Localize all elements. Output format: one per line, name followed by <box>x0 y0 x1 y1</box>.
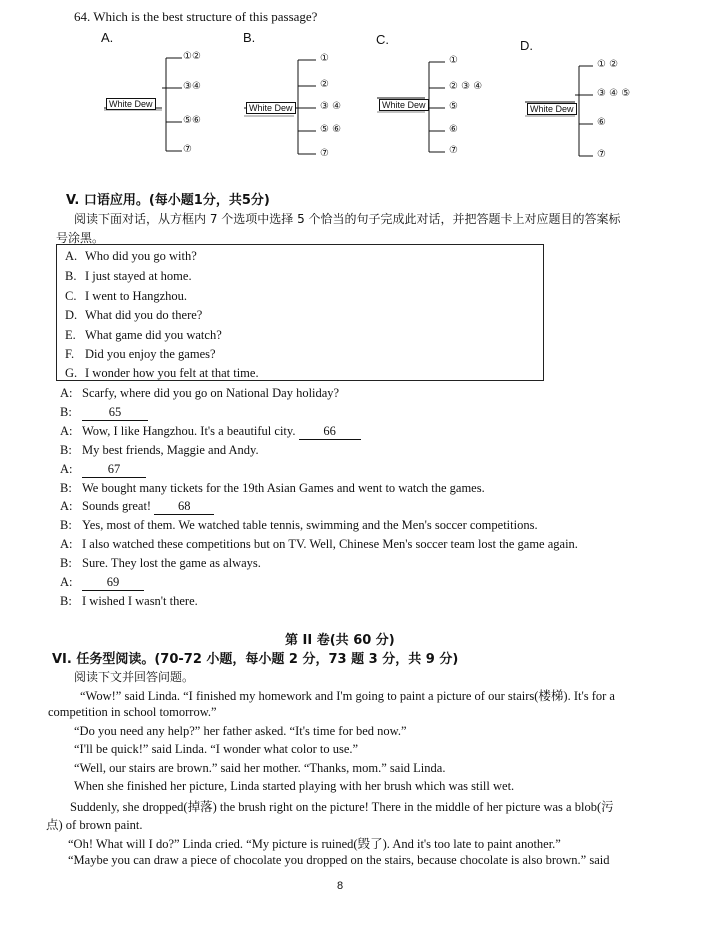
passage-line-1: “Wow!” said Linda. “I finished my homework and I'm going to paint a picture of our stairs(楼梯). It's for a <box>80 689 615 703</box>
dialog-line-11 <box>60 575 144 591</box>
section-5-title: V. 口语应用。(每小题1分，共5分) <box>66 193 270 208</box>
dialog-text: I also watched these competitions but on TV. Well, Chinese Men's soccer team lost the game again. <box>82 537 578 551</box>
dialog-text: I wished I wasn't there. <box>82 594 198 608</box>
choice-key: F. <box>65 347 75 361</box>
choice-f <box>65 347 216 362</box>
branch-b-1: ① <box>320 53 329 64</box>
part-2-title: 第 II 卷(共 60 分) <box>285 633 395 648</box>
passage-line-3: “Do you need any help?” her father asked. “It's time for bed now.” <box>74 724 407 738</box>
branch-a-1: ①② <box>183 51 201 62</box>
branch-b-5: ⑦ <box>320 148 329 159</box>
passage-line-9: “Oh! What will I do?” Linda cried. “My picture is ruined(毁了). And it's too late to paint another.” <box>68 837 561 851</box>
speaker: B: <box>60 518 72 532</box>
choice-text: Did you enjoy the games? <box>85 347 216 361</box>
branch-c-5: ⑦ <box>449 145 458 156</box>
choice-key: B. <box>65 269 77 283</box>
speaker: B: <box>60 405 72 419</box>
speaker: B: <box>60 556 72 570</box>
section-5-instruction-line1: 阅读下面对话，从方框内 7 个选项中选择 5 个恰当的句子完成此对话，并把答题卡上对应题目的答案标 <box>74 212 621 226</box>
choice-c <box>65 289 187 304</box>
section-6-instruction: 阅读下文并回答问题。 <box>74 670 195 684</box>
blank-68[interactable]: 68 <box>154 499 214 515</box>
choices-box <box>56 244 544 381</box>
structure-tree-d <box>525 60 645 175</box>
choice-text: Who did you go with? <box>85 249 197 263</box>
speaker: A: <box>60 537 73 551</box>
dialog-line-6 <box>60 481 485 496</box>
branch-b-2: ② <box>320 79 329 90</box>
choice-text: What did you do there? <box>85 308 203 322</box>
choice-key: C. <box>65 289 77 303</box>
choice-e <box>65 328 222 343</box>
branch-a-4: ⑦ <box>183 144 192 155</box>
branch-b-3: ③ ④ <box>320 101 342 112</box>
choice-key: E. <box>65 328 76 342</box>
section-6-title: VI. 任务型阅读。(70-72 小题，每小题 2 分，73 题 3 分，共 9 分) <box>52 652 459 667</box>
choice-key: G. <box>65 366 78 380</box>
dialog-text: Wow, I like Hangzhou. It's a beautiful city. <box>82 424 296 438</box>
structure-tree-c <box>377 56 497 171</box>
branch-d-4: ⑦ <box>597 149 606 160</box>
option-d-label: D. <box>520 38 533 53</box>
dialog-line-12 <box>60 594 198 609</box>
speaker: B: <box>60 481 72 495</box>
dialog-text: Scarfy, where did you go on National Day holiday? <box>82 386 340 400</box>
choice-text: I wonder how you felt at that time. <box>85 366 259 380</box>
branch-c-3: ⑤ <box>449 101 458 112</box>
dialog-line-1 <box>60 386 339 401</box>
dialog-line-5 <box>60 462 146 478</box>
branch-d-2: ③ ④ ⑤ <box>597 88 631 99</box>
question-64: 64. Which is the best structure of this passage? <box>74 9 318 24</box>
choice-text: What game did you watch? <box>85 328 222 342</box>
choice-b <box>65 269 192 284</box>
root-label-d: White Dew <box>527 103 577 115</box>
choice-text: I just stayed at home. <box>85 269 192 283</box>
option-c-label: C. <box>376 32 389 47</box>
dialog-line-2 <box>60 405 148 421</box>
dialog-text: Sure. They lost the game as always. <box>82 556 261 570</box>
blank-67[interactable]: 67 <box>82 462 146 478</box>
option-a-label: A. <box>101 30 114 45</box>
passage-line-5: “Well, our stairs are brown.” said her mother. “Thanks, mom.” said Linda. <box>74 761 446 775</box>
passage-line-10: “Maybe you can draw a piece of chocolate you dropped on the stairs, because chocolate is also brown.” said <box>68 853 610 867</box>
speaker: A: <box>60 386 73 400</box>
speaker: B: <box>60 594 72 608</box>
dialog-text: My best friends, Maggie and Andy. <box>82 443 259 457</box>
choice-key: A. <box>65 249 78 263</box>
passage-line-2: competition in school tomorrow.” <box>48 705 217 719</box>
root-label-c: White Dew <box>379 99 429 111</box>
speaker: A: <box>60 499 73 513</box>
speaker: B: <box>60 443 72 457</box>
dialog-text: Yes, most of them. We watched table tennis, swimming and the Men's soccer competitions. <box>82 518 538 532</box>
branch-a-2: ③④ <box>183 81 201 92</box>
branch-d-1: ① ② <box>597 59 619 70</box>
passage-line-7: Suddenly, she dropped(掉落) the brush right on the picture! There in the middle of her picture was a blob(污 <box>70 800 614 814</box>
dialog-line-4 <box>60 443 259 458</box>
speaker: A: <box>60 575 73 589</box>
branch-c-2: ② ③ ④ <box>449 81 483 92</box>
blank-65[interactable]: 65 <box>82 405 148 421</box>
speaker: A: <box>60 462 73 476</box>
blank-69[interactable]: 69 <box>82 575 144 591</box>
choice-d <box>65 308 202 323</box>
dialog-line-7 <box>60 499 214 515</box>
dialog-line-9 <box>60 537 578 552</box>
option-b-label: B. <box>243 30 256 45</box>
page-number: 8 <box>337 880 344 892</box>
choice-text: I went to Hangzhou. <box>85 289 188 303</box>
root-label-b: White Dew <box>246 102 296 114</box>
dialog-line-10 <box>60 556 261 571</box>
branch-a-3: ⑤⑥ <box>183 115 201 126</box>
branch-c-4: ⑥ <box>449 124 458 135</box>
section-5-instruction-line2: 号涂黑。 <box>56 231 105 245</box>
passage-line-8: 点) of brown paint. <box>46 818 143 832</box>
dialog-text: We bought many tickets for the 19th Asian Games and went to watch the games. <box>82 481 485 495</box>
dialog-line-3 <box>60 424 361 440</box>
choice-a <box>65 249 197 264</box>
choice-g <box>65 366 259 381</box>
dialog-text: Sounds great! <box>82 499 152 513</box>
root-label-a: White Dew <box>106 98 156 110</box>
choice-key: D. <box>65 308 78 322</box>
blank-66[interactable]: 66 <box>299 424 361 440</box>
branch-b-4: ⑤ ⑥ <box>320 124 342 135</box>
dialog-line-8 <box>60 518 538 533</box>
branch-d-3: ⑥ <box>597 117 606 128</box>
structure-tree-a <box>104 50 224 175</box>
passage-line-4: “I'll be quick!” said Linda. “I wonder what color to use.” <box>74 742 359 756</box>
speaker: A: <box>60 424 73 438</box>
passage-line-6: When she finished her picture, Linda started playing with her brush which was still wet. <box>74 779 515 793</box>
branch-c-1: ① <box>449 55 458 66</box>
